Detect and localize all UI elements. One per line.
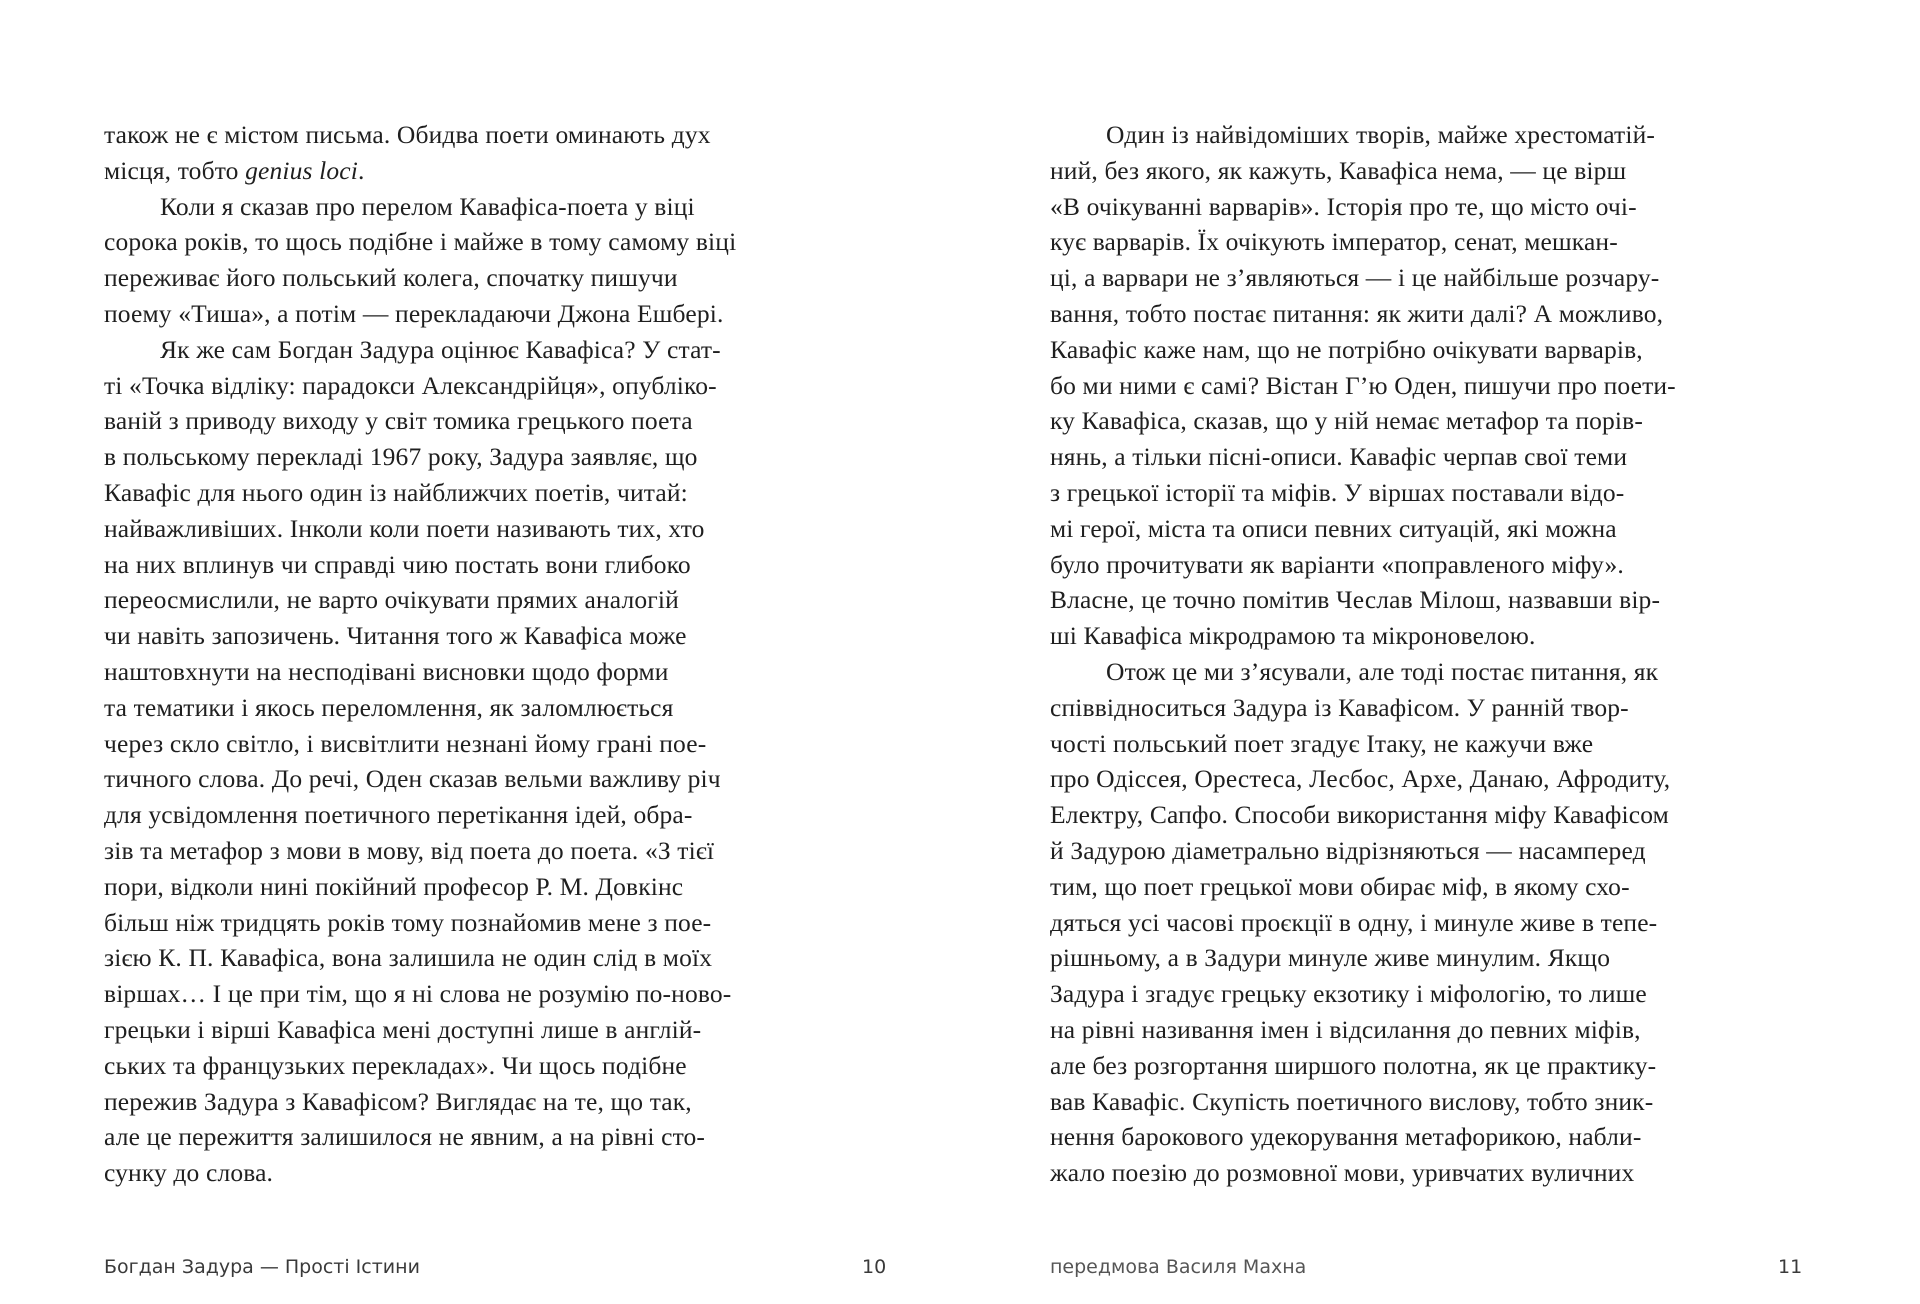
left-running-head: Богдан Задура — Прості Істини [104,1256,420,1278]
left-text-line: наштовхнути на несподівані висновки щодо форми [104,656,669,686]
right-text-line: бо ми ними є самі? Вістан Г’ю Оден, пишучи про поети- [1050,370,1676,400]
right-text-line: кує варварів. Їх очікують імператор, сенат, мешкан- [1050,227,1618,257]
left-text-line: пережив Задура з Кавафісом? Виглядає на те, що так, [104,1086,692,1116]
right-page-body-text [1050,117,1740,1191]
left-text-line: сунку до слова. [104,1158,274,1188]
right-text-line: Кавафіс каже нам, що не потрібно очікувати варварів, [1050,334,1643,364]
left-page-body-text [104,117,794,1191]
right-text-line: ші Кавафіса мікродрамою та мікроновелою. [1050,621,1536,651]
left-text-line: але це пережиття залишилося не явним, а на рівні сто- [104,1122,706,1152]
right-text-line: ний, без якого, як кажуть, Кавафіса нема, — це вірш [1050,155,1627,185]
right-text-line: Задура і згадує грецьку екзотику і міфологію, то лише [1050,979,1647,1009]
right-text-line: ці, а варвари не з’являються — і це найбільше розчару- [1050,263,1660,293]
right-text-line: але без розгортання ширшого полотна, як це практику- [1050,1050,1657,1080]
left-text-line: також не є містом письма. Обидва поети оминають дух [104,120,711,149]
right-text-line: про Одіссея, Орестеса, Лесбос, Архе, Данаю, Афродиту, [1050,764,1671,794]
italic-phrase: genius loci [245,155,358,185]
left-text-line: найважливіших. Інколи коли поети називають тих, хто [104,513,705,543]
left-text-line: через скло світло, і висвітлити незнані йому грані пое- [104,728,707,758]
right-text-line: було прочитувати як варіанти «поправленого міфу». [1050,549,1624,579]
right-text-line: жало поезію до розмовної мови, уривчатих вуличних [1050,1158,1635,1188]
right-text-line: ку Кавафіса, сказав, що у ній немає метафор та порів- [1050,406,1643,436]
right-text-line: Отож це ми з’ясували, але тоді постає питання, як [1106,656,1659,686]
left-text-line: тичного слова. До речі, Оден сказав вельми важливу річ [104,764,721,794]
right-text-line: Один із найвідоміших творів, майже хрестоматій- [1106,120,1656,149]
left-text-line: пори, відколи нині покійний професор Р. М. Довкінс [104,871,684,901]
right-text-line: Власне, це точно помітив Чеслав Мілош, назвавши вір- [1050,585,1661,615]
left-text-line: Як же сам Богдан Задура оцінює Кавафіса? У стат- [160,334,721,364]
left-text-line: переосмислили, не варто очікувати прямих аналогій [104,585,679,615]
right-text-line: рішньому, а в Задури минуле живе минулим. Якщо [1050,943,1611,973]
left-text-line: місця, тобто genius loci. [104,155,365,185]
left-text-line: та тематики і якось переломлення, як заломлюється [104,692,674,722]
left-text-line: ських та французьких перекладах». Чи щось подібне [104,1050,687,1080]
left-text-line: переживає його польський колега, спочатку пишучи [104,263,678,293]
left-page-number: 10 [862,1256,887,1278]
left-text-line: ті «Точка відліку: парадокси Александрійця», опублiко- [104,370,717,400]
left-text-line: поему «Тиша», а потім — перекладаючи Джона Ешбері. [104,298,724,328]
left-text-line: чи навіть запозичень. Читання того ж Кавафіса може [104,621,687,651]
right-text-line: «В очікуванні варварів». Історія про те, що місто очі- [1050,191,1637,221]
right-text-line: нянь, а тільки пісні-описи. Кавафіс черпав свої теми [1050,442,1628,472]
left-text-line: в польському перекладі 1967 року, Задура заявляє, що [104,442,698,472]
right-running-head: передмова Василя Махна [1050,1256,1307,1278]
left-text-line: зією К. П. Кавафіса, вона залишила не один слід в моїх [104,943,713,973]
right-text-line: нення барокового удекорування метафорикою, набли- [1050,1122,1642,1152]
right-text-line: тим, що поет грецької мови обирає міф, в якому схо- [1050,871,1630,901]
right-text-line: й Задурою діаметрально відрізняються — насамперед [1050,835,1646,865]
right-text-line: вання, тобто постає питання: як жити далі? А можливо, [1050,298,1664,328]
left-text-line: зів та метафор з мови в мову, від поета до поета. «З тієї [104,835,715,865]
right-text-line: чості польський поет згадує Ітаку, не кажучи вже [1050,728,1594,758]
right-page [960,0,1920,1304]
left-text-line: ваній з приводу виходу у світ томика грецького поета [104,406,693,436]
left-text-line: більш ніж тридцять років тому познайомив мене з пое- [104,907,712,937]
left-text-line: грецьки і вірші Кавафіса мені доступні лише в англій- [104,1014,702,1044]
right-text-line: співвідноситься Задура із Кавафісом. У ранній твор- [1050,692,1629,722]
left-text-line: віршах… І це при тім, що я ні слова не розумію по-ново- [104,979,732,1009]
right-text-line: мі герої, міста та описи певних ситуацій, які можна [1050,513,1617,543]
right-text-line: вав Кавафіс. Скупість поетичного вислову, тобто зник- [1050,1086,1654,1116]
left-text-line: Коли я сказав про перелом Кавафіса-поета у віці [160,191,695,221]
right-text-line: на рівні називання імен і відсилання до певних міфів, [1050,1014,1641,1044]
right-text-line: дяться усі часові проєкції в одну, і минуле живе в тепе- [1050,907,1658,937]
right-page-number: 11 [1778,1256,1803,1278]
left-text-line: для усвідомлення поетичного перетікання ідей, обра- [104,800,693,830]
left-text-line: Кавафіс для нього один із найближчих поетів, читай: [104,477,688,507]
left-text-line: на них вплинув чи справді чию постать вони глибоко [104,549,691,579]
right-text-line: з грецької історії та міфів. У віршах поставали відо- [1050,477,1625,507]
right-text-line: Електру, Сапфо. Способи використання міфу Кавафісом [1050,800,1669,830]
left-text-line: сорока років, то щось подібне і майже в тому самому віці [104,227,737,257]
